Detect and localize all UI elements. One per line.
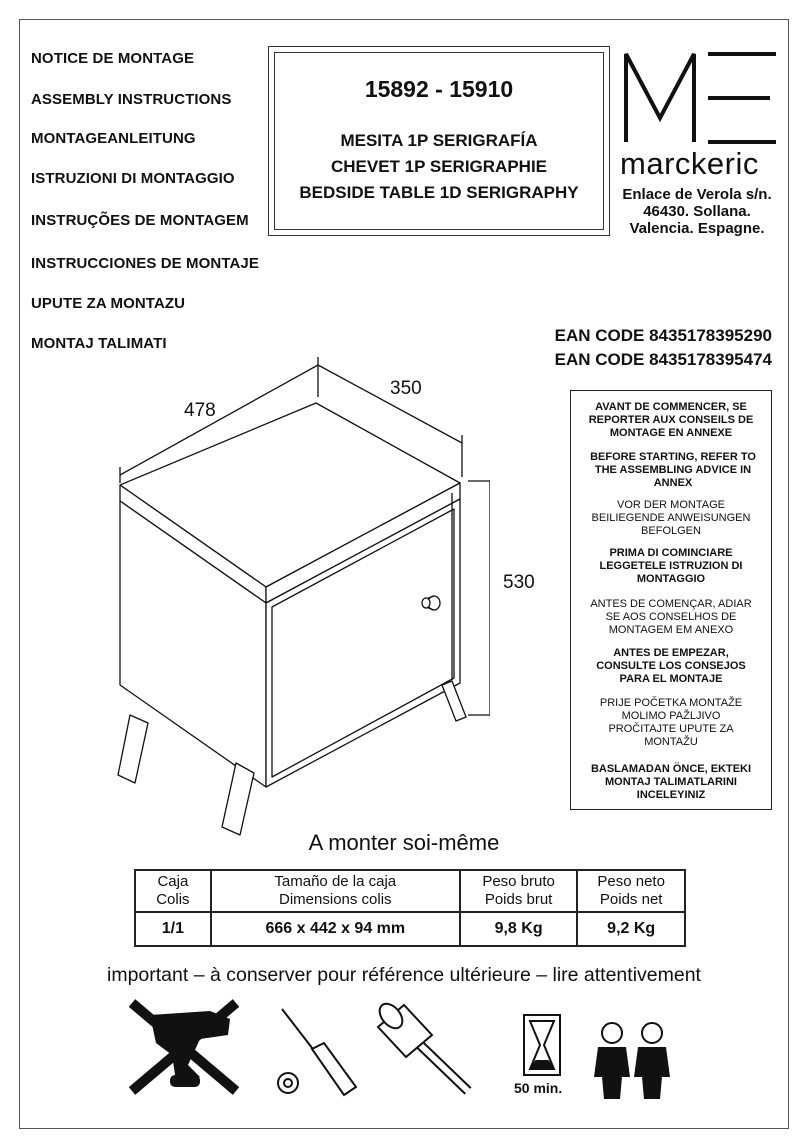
value-net-weight: 9,2 Kg [577,912,685,946]
no-power-drill-icon [132,1003,236,1091]
lang-pt: INSTRUÇÕES DE MONTAGEM [31,212,249,229]
advice-es: ANTES DE EMPEZAR, CONSULTE LOS CONSEJOS PARA EL MONTAJE [596,647,746,685]
two-persons-icon [594,1023,670,1099]
advice-pt: ANTES DE COMENÇAR, ADIAR SE AOS CONSELHOS DE MONTAGEM EM ANEXO [590,598,752,636]
screwdriver-icon [278,1009,356,1095]
bedside-table-drawing [90,335,490,850]
header-box-size: Tamaño de la caja Dimensions colis [211,870,460,912]
tools-row [0,995,808,1110]
brand-logo [620,48,780,153]
brand-name: marckeric [620,146,759,181]
important-notice: important – à conserver pour référence ultérieure – lire attentivement [107,964,701,986]
product-name-en: BEDSIDE TABLE 1D SERIGRAPHY [299,183,579,202]
advice-de: VOR DER MONTAGE BEILIEGENDE ANWEISUNGEN BEFOLGEN [591,499,751,537]
advice-fr: AVANT DE COMMENCER, SE REPORTER AUX CONSEILS DE MONTAGE EN ANNEXE [588,401,754,439]
lang-en: ASSEMBLY INSTRUCTIONS [31,91,232,108]
dimension-depth: 350 [390,378,422,399]
product-name-es: MESITA 1P SERIGRAFÍA [340,131,538,150]
advice-hr: PRIJE POČETKA MONTAŽE MOLIMO PAŽLJIVO PROČITAJTE UPUTE ZA MONTAŽU [599,697,743,748]
product-name-fr: CHEVET 1P SERIGRAPHIE [330,157,548,176]
lang-hr: UPUTE ZA MONTAZU [31,295,186,312]
header-net-weight: Peso neto Poids net [577,870,685,912]
title-box [268,46,610,236]
dimension-width: 478 [184,400,216,421]
advice-it: PRIMA DI COMINCIARE LEGGETELE ISTRUZION DI MONTAGGIO [599,547,743,585]
lang-es: INSTRUCCIONES DE MONTAJE [31,255,259,272]
product-reference: 15892 - 15910 [364,76,514,102]
assembly-time: 50 min. [514,1080,563,1096]
address-line-1: Enlace de Verola s/n. [622,186,772,203]
hourglass-icon [524,1015,560,1075]
advice-en: BEFORE STARTING, REFER TO THE ASSEMBLING ADVICE IN ANNEX [590,451,756,489]
assembly-advice-box [570,390,772,810]
address-line-2: 46430. Sollana. [643,203,751,220]
header-package: Caja Colis [135,870,211,912]
dimension-height: 530 [503,572,535,593]
value-gross-weight: 9,8 Kg [460,912,578,946]
value-package: 1/1 [135,912,211,946]
advice-tr: BASLAMADAN ÖNCE, EKTEKI MONTAJ TALIMATLARINI INCELEYINIZ [590,763,752,801]
packaging-table [134,869,686,947]
header-gross-weight: Peso bruto Poids brut [460,870,578,912]
address-line-3: Valencia. Espagne. [629,220,765,237]
lang-de: MONTAGEANLEITUNG [31,130,196,147]
lang-it: ISTRUZIONI DI MONTAGGIO [31,170,235,187]
lang-fr: NOTICE DE MONTAGE [31,50,195,67]
ean-code-2: EAN CODE 8435178395474 [554,350,772,369]
mallet-icon [375,999,468,1091]
lang-tr: MONTAJ TALIMATI [31,335,167,352]
self-assembly-label: A monter soi-même [308,830,500,855]
value-box-size: 666 x 442 x 94 mm [211,912,460,946]
ean-code-1: EAN CODE 8435178395290 [554,326,772,345]
